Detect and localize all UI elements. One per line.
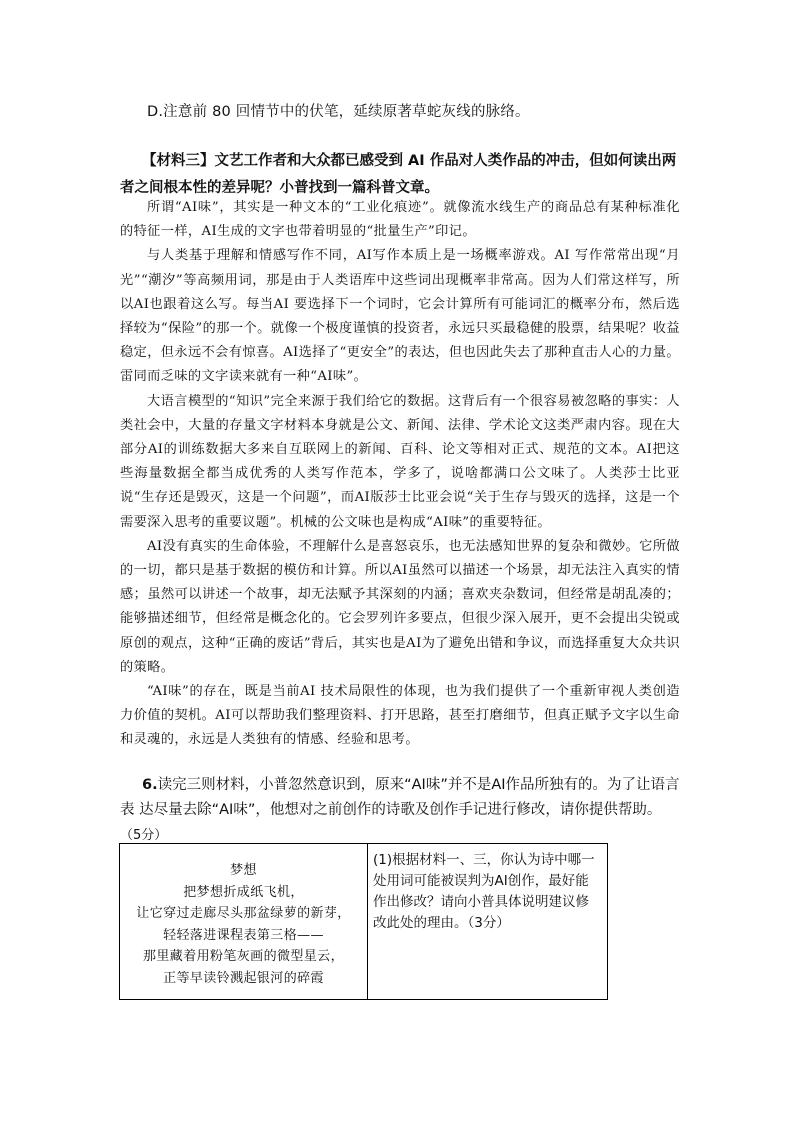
poem-line-1: 把梦想折成纸飞机， xyxy=(183,884,304,900)
question-6-score: （5分） xyxy=(120,828,168,843)
question-table xyxy=(119,843,608,1000)
question-6 xyxy=(120,773,685,848)
article-paragraph-2: 与人类基于理解和情感写作不同，AI写作本质上是一场概率游戏。AI 写作常常出现“月光”“潮汐”等高频用词，那是由于人类语库中这些词出现概率非常高。因为人们常这样写，所以AI也跟着这么写。每当AI 要选择下一个词时，它会计算所有可能词汇的概率分布，然后选择较为“保险”的那一个。就像一个极度谨慎的投资者，永远只买最稳健的股票，结果呢？收益稳定，但永远不会有惊喜。AI选择了“更安全”的表达，但也因此失去了那种直击人心的力量。雷同而乏味的文字读来就有一种“AI味”。 xyxy=(120,248,680,385)
poem-line-4: 那里藏着用粉笔灰画的微型星云， xyxy=(142,949,344,964)
article-paragraph-3: 大语言模型的“知识”完全来源于我们给它的数据。这背后有一个很容易被忽略的事实：人类社会中，大量的存量文字材料本身就是公文、新闻、法律、学术论文这类严肃内容。现在大部分AI的训练数据大多来自互联网上的新闻、百科、论文等相对正式、规范的文本。AI把这些海量数据全都当成优秀的人类写作范本，学多了，说啥都满口公文味了。人类莎士比亚说“生存还是毁灭，这是一个问题”，而AI版莎士比亚会说“关于生存与毁灭的选择，这是一个需要深入思考的重要议题”。机械的公文味也是构成“AI味”的重要特征。 xyxy=(120,393,680,530)
poem-line-3: 轻轻落进课程表第三格—— xyxy=(163,927,324,943)
science-article xyxy=(120,196,680,753)
poem-title: 梦想 xyxy=(230,863,257,878)
question-6-stem xyxy=(120,773,685,823)
article-paragraph-5: “AI味”的存在，既是当前AI 技术局限性的体现，也为我们提供了一个重新审视人类创造力价值的契机。AI可以帮助我们整理资料、打开思路，甚至打磨细节，但真正赋予文字以生命和灵魂的，永远是人类独有的情感、经验和思考。 xyxy=(120,684,680,748)
question-6-text: 读完三则材料，小普忽然意识到，原来“AI味”并不是AI作品所独有的。为了让语言表 达尽量去除“AI味”，他想对之前创作的诗歌及创作手记进行修改，请你提供帮助。 xyxy=(120,777,680,818)
option-d: D.注意前 80 回情节中的伏笔，延续原著草蛇灰线的脉络。 xyxy=(147,104,530,120)
sub-question-1: (1)根据材料一、三，你认为诗中哪一处用词可能被误判为AI创作，最好能作出修改？请向小普具体说明建议修改此处的理由。（3分） xyxy=(373,852,595,931)
poem-cell xyxy=(120,844,368,999)
material3-heading: 【材料三】文艺工作者和大众都已感受到 AI 作品对人类作品的冲击，但如何读出两者之间根本性的差异呢？小普找到一篇科普文章。 xyxy=(120,153,677,196)
poem-line-5: 正等早读铃溅起银河的碎霞 xyxy=(163,970,324,986)
article-paragraph-4: AI没有真实的生命体验，不理解什么是喜怒哀乐，也无法感知世界的复杂和微妙。它所做的一切，都只是基于数据的模仿和计算。所以AI虽然可以描述一个场景，却无法注入真实的情感；虽然可以讲述一个故事，却无法赋予其深刻的内涵；喜欢夹杂数词，但经常是胡乱凑的；能够描述细节，但经常是概念化的。它会罗列许多要点，但很少深入展开，更不会提出尖锐或原创的观点，这种“正确的废话”背后，其实也是AI为了避免出错和争议，而选择重复大众共识的策略。 xyxy=(120,538,680,675)
article-paragraph-1: 所谓“AI味”，其实是一种文本的“工业化痕迹”。就像流水线生产的商品总有某种标准化的特征一样，AI生成的文字也带着明显的“批量生产”印记。 xyxy=(120,200,680,240)
poem-line-2: 让它穿过走廊尽头那盆绿萝的新芽， xyxy=(136,906,351,921)
question-number: 6. xyxy=(142,777,158,793)
